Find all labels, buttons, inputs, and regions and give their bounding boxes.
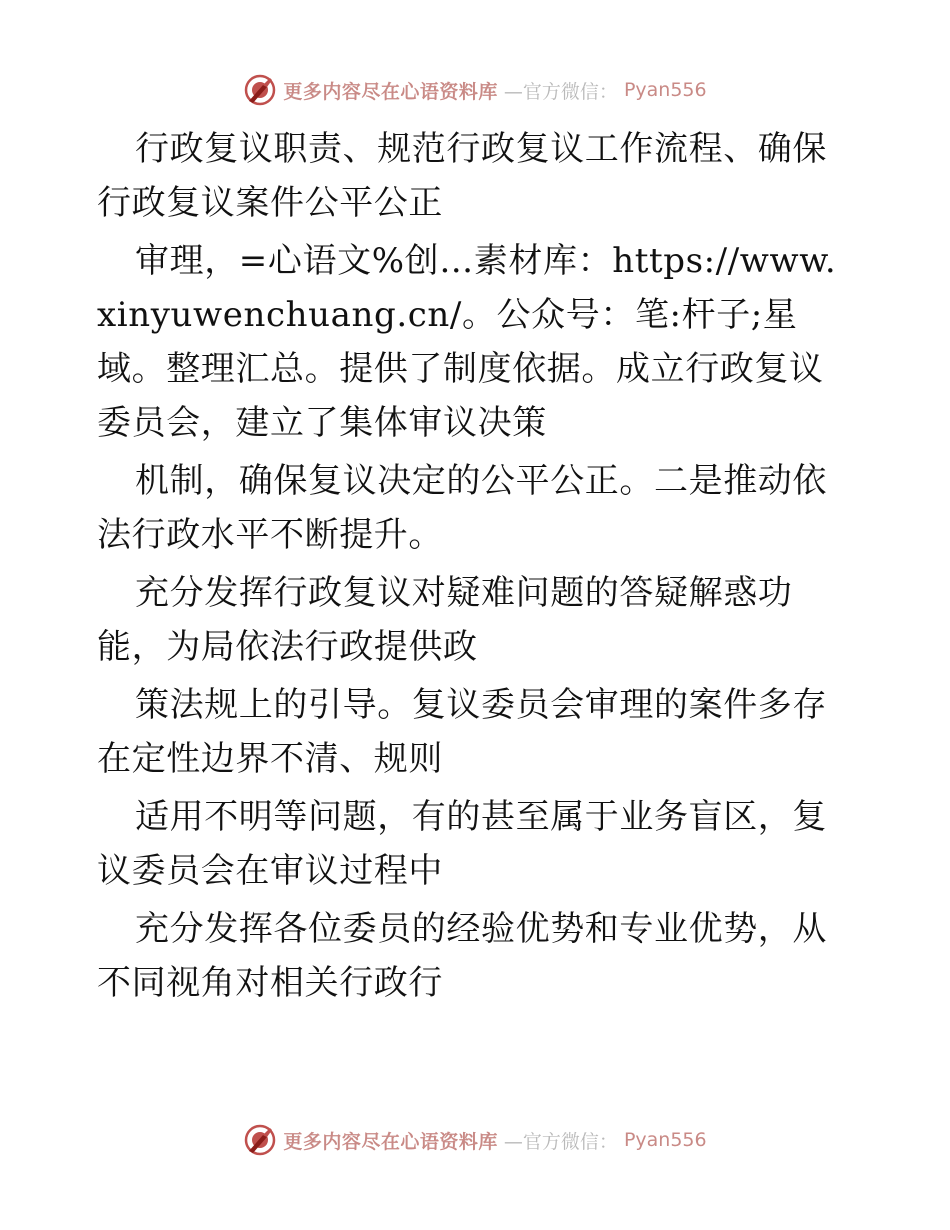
paragraph-5: 策法规上的引导。复议委员会审理的案件多存在定性边界不清、规则 xyxy=(97,685,827,779)
paragraph-7: 充分发挥各位委员的经验优势和专业优势，从不同视角对相关行政行 xyxy=(97,909,827,1003)
paragraph-3: 机制，确保复议决定的公平公正。二是推动依法行政水平不断提升。 xyxy=(97,461,827,555)
watermark-separator: —官方微信： xyxy=(503,80,618,103)
watermark-text: 更多内容尽在心语资料库 xyxy=(283,80,498,103)
watermark-account: Pyan556 xyxy=(623,1129,707,1151)
watermark-separator: —官方微信： xyxy=(503,1130,618,1153)
paragraph-1: 行政复议职责、规范行政复议工作流程、确保行政复议案件公平公正 xyxy=(97,129,827,223)
footer-watermark xyxy=(0,1120,950,1160)
header-watermark xyxy=(0,70,950,110)
watermark-text: 更多内容尽在心语资料库 xyxy=(283,1130,498,1153)
document-body xyxy=(97,122,853,1010)
watermark-account: Pyan556 xyxy=(623,79,707,101)
paragraph-6: 适用不明等问题，有的甚至属于业务盲区，复议委员会在审议过程中 xyxy=(97,797,827,891)
pen-logo-icon xyxy=(243,1123,277,1157)
paragraph-4: 充分发挥行政复议对疑难问题的答疑解惑功能，为局依法行政提供政 xyxy=(97,573,793,667)
paragraph-2: 审理，=心语文%创…素材库：https://www.xinyuwenchuang.cn/。公众号：笔:杆子;星域。整理汇总。提供了制度依据。成立行政复议委员会，建立了集体审议决策 xyxy=(97,241,837,443)
pen-logo-icon xyxy=(243,73,277,107)
